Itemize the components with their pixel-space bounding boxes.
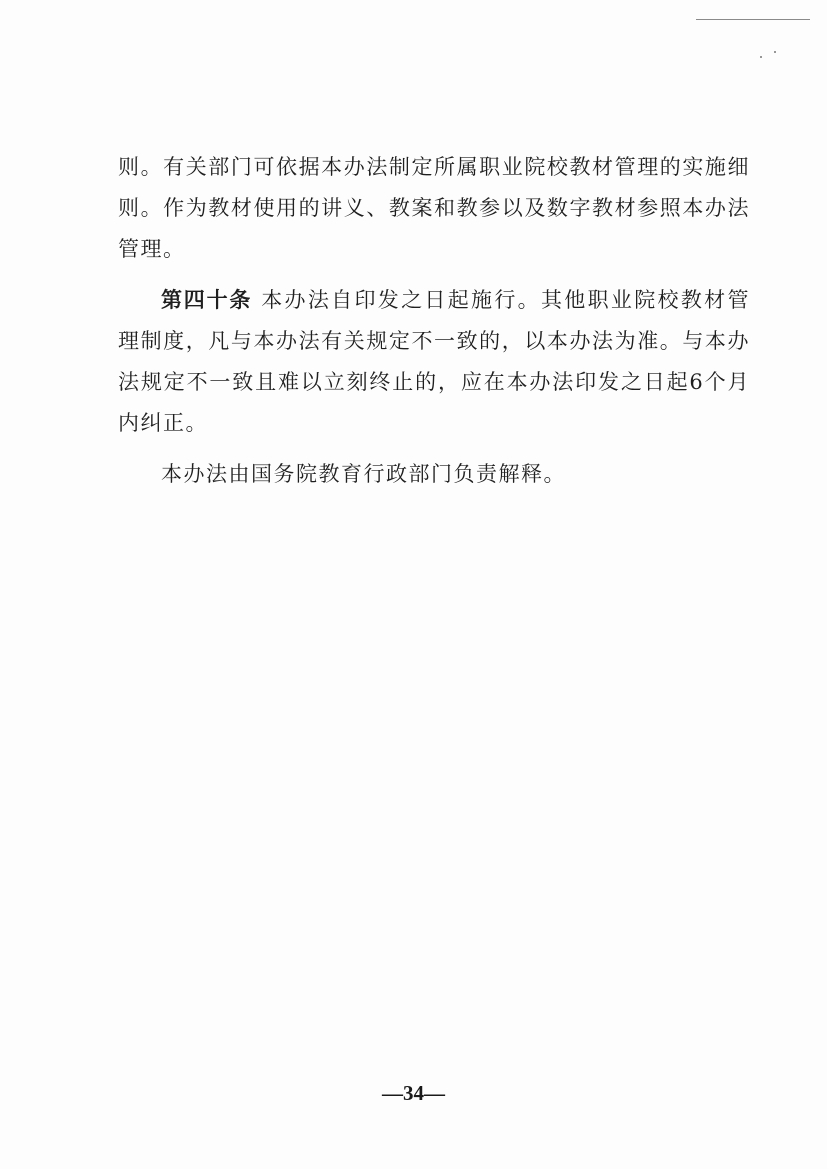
scan-marks	[760, 50, 780, 60]
paragraph-1-line-1: 则。有关部门可依据本办法制定所属职业院校教材管理的实施细	[118, 155, 750, 179]
paragraph-2-line-3: 法规定不一致且难以立刻终止的，应在本办法印发之日起6个月	[118, 370, 750, 394]
paragraph-1-line-3: 管理。	[118, 237, 186, 261]
article-heading: 第四十条	[161, 288, 253, 312]
header-rule	[696, 19, 810, 20]
page-number: —34—	[382, 1081, 445, 1105]
article-text: 本办法自印发之日起施行。其他职业院校教材管	[261, 288, 750, 312]
body-text	[118, 154, 750, 488]
paragraph-3-line-1: 本办法由国务院教育行政部门负责解释。	[161, 462, 566, 486]
paragraph-1-line-2: 则。作为教材使用的讲义、教案和教参以及数字教材参照本办法	[118, 196, 750, 220]
paragraph-2-line-4: 内纠正。	[118, 411, 208, 435]
paragraph-2-line-1	[118, 287, 750, 314]
paragraph-2-line-2: 理制度，凡与本办法有关规定不一致的，以本办法为准。与本办	[118, 329, 750, 353]
